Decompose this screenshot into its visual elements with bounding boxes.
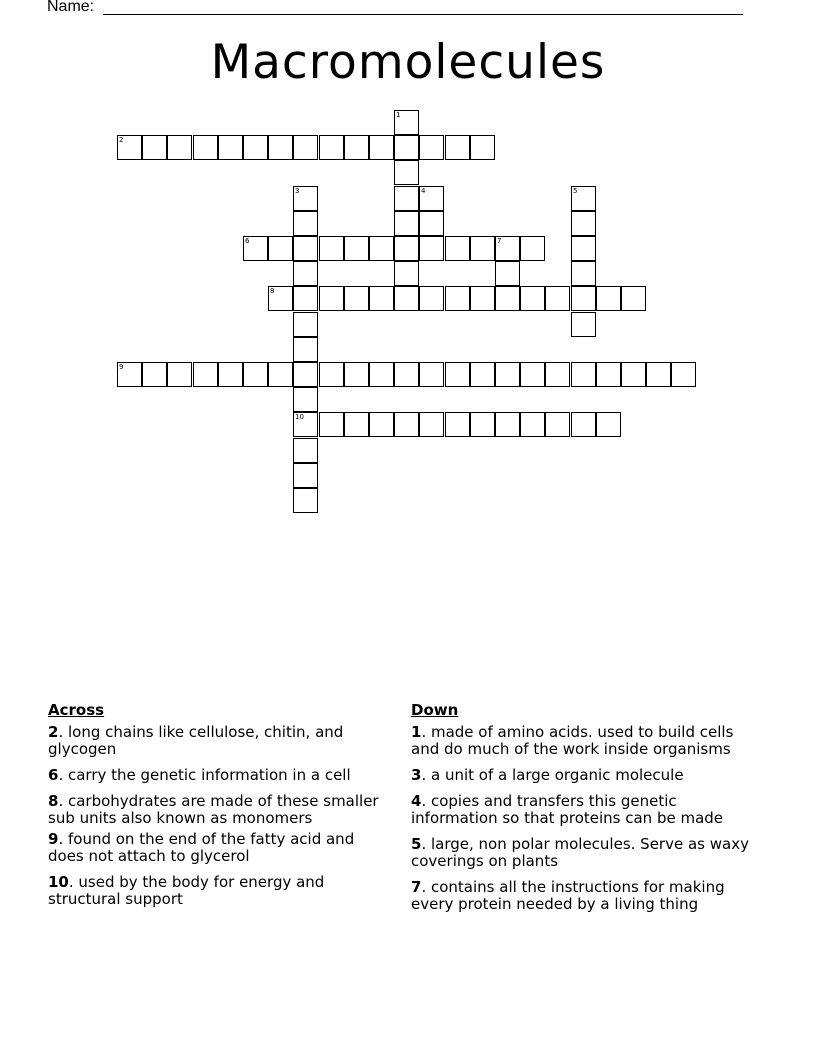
grid-cell[interactable] <box>596 286 621 311</box>
clue-number: 7 <box>411 878 422 896</box>
grid-cell[interactable] <box>545 286 570 311</box>
clue-dot: . <box>58 830 68 848</box>
grid-cell[interactable] <box>419 362 444 387</box>
clue-dot: . <box>421 835 431 853</box>
grid-cell[interactable] <box>445 236 470 261</box>
grid-cell[interactable] <box>369 362 394 387</box>
grid-cell[interactable] <box>394 211 419 236</box>
grid-cell[interactable] <box>293 438 318 463</box>
grid-cell[interactable] <box>394 362 419 387</box>
clue-dot: . <box>58 723 68 741</box>
grid-cell[interactable] <box>419 135 444 160</box>
grid-cell[interactable] <box>419 236 444 261</box>
cell-number: 8 <box>270 287 275 295</box>
grid-cell[interactable] <box>293 337 318 362</box>
grid-cell[interactable] <box>470 362 495 387</box>
grid-cell[interactable] <box>596 412 621 437</box>
grid-cell[interactable] <box>293 286 318 311</box>
grid-cell[interactable] <box>394 261 419 286</box>
grid-cell[interactable] <box>495 362 520 387</box>
clue-number: 4 <box>411 792 422 810</box>
grid-cell[interactable] <box>293 488 318 513</box>
name-label: Name: <box>47 0 95 15</box>
grid-cell[interactable] <box>445 362 470 387</box>
clue-dot: . <box>58 766 68 784</box>
clue-number: 8 <box>48 792 59 810</box>
clue-number: 2 <box>48 723 59 741</box>
clue-text: used by the body for energy and structural support <box>48 873 325 908</box>
clue-text: a unit of a large organic molecule <box>430 766 684 784</box>
down-heading: Down <box>411 701 459 719</box>
clue-down-5 <box>411 836 756 870</box>
grid-cell[interactable] <box>243 135 268 160</box>
grid-cell[interactable] <box>571 412 596 437</box>
grid-cell[interactable] <box>545 362 570 387</box>
grid-cell[interactable] <box>319 412 344 437</box>
grid-cell[interactable] <box>419 286 444 311</box>
grid-cell[interactable] <box>293 186 318 211</box>
grid-cell[interactable] <box>243 362 268 387</box>
grid-cell[interactable] <box>470 135 495 160</box>
clue-number: 10 <box>48 873 69 891</box>
grid-cell[interactable] <box>142 135 167 160</box>
grid-cell[interactable] <box>344 135 369 160</box>
grid-cell[interactable] <box>520 286 545 311</box>
cell-number: 3 <box>295 187 300 195</box>
grid-cell[interactable] <box>571 261 596 286</box>
grid-cell[interactable] <box>268 362 293 387</box>
across-clues <box>48 702 393 917</box>
grid-cell[interactable] <box>344 412 369 437</box>
clue-text: contains all the instructions for making every protein needed by a living thing <box>411 878 725 913</box>
grid-cell[interactable] <box>571 186 596 211</box>
grid-cell[interactable] <box>319 135 344 160</box>
clue-dot: . <box>421 723 431 741</box>
grid-cell[interactable] <box>344 286 369 311</box>
cell-number: 9 <box>119 363 124 371</box>
grid-cell[interactable] <box>293 261 318 286</box>
clue-down-1 <box>411 724 756 758</box>
grid-cell[interactable] <box>293 236 318 261</box>
clue-number: 1 <box>411 723 422 741</box>
down-clues <box>411 702 756 922</box>
grid-cell[interactable] <box>142 362 167 387</box>
grid-cell[interactable] <box>167 135 192 160</box>
grid-cell[interactable] <box>596 362 621 387</box>
clue-dot: . <box>68 873 79 891</box>
clue-down-3 <box>411 767 756 784</box>
grid-cell[interactable] <box>268 286 293 311</box>
grid-cell[interactable] <box>293 312 318 337</box>
clue-text: carbohydrates are made of these smaller sub units also known as monomers <box>48 792 379 827</box>
grid-cell[interactable] <box>495 286 520 311</box>
clue-text: copies and transfers this genetic information so that proteins can be made <box>411 792 724 827</box>
grid-cell[interactable] <box>268 135 293 160</box>
grid-cell[interactable] <box>319 362 344 387</box>
cell-number: 4 <box>421 187 426 195</box>
clue-across-8 <box>48 793 393 827</box>
grid-cell[interactable] <box>571 362 596 387</box>
grid-cell[interactable] <box>293 362 318 387</box>
grid-cell[interactable] <box>621 286 646 311</box>
clue-across-10 <box>48 874 393 908</box>
grid-cell[interactable] <box>394 186 419 211</box>
grid-cell[interactable] <box>470 286 495 311</box>
grid-cell[interactable] <box>621 362 646 387</box>
grid-cell[interactable] <box>293 135 318 160</box>
grid-cell[interactable] <box>394 236 419 261</box>
grid-cell[interactable] <box>293 211 318 236</box>
grid-cell[interactable] <box>571 236 596 261</box>
clue-number: 6 <box>48 766 59 784</box>
grid-cell[interactable] <box>394 110 419 135</box>
grid-cell[interactable] <box>571 286 596 311</box>
clue-down-7 <box>411 879 756 913</box>
clue-number: 9 <box>48 830 59 848</box>
grid-cell[interactable] <box>671 362 696 387</box>
grid-cell[interactable] <box>571 211 596 236</box>
grid-cell[interactable] <box>394 412 419 437</box>
clue-across-6 <box>48 767 393 784</box>
clue-across-9 <box>48 831 393 865</box>
cell-number: 5 <box>573 187 578 195</box>
grid-cell[interactable] <box>243 236 268 261</box>
clue-dot: . <box>58 792 68 810</box>
grid-cell[interactable] <box>117 135 142 160</box>
grid-cell[interactable] <box>394 286 419 311</box>
grid-cell[interactable] <box>293 412 318 437</box>
grid-cell[interactable] <box>520 236 545 261</box>
page-title: Macromolecules <box>210 35 606 90</box>
clue-dot: . <box>421 766 431 784</box>
clue-text: found on the end of the fatty acid and does not attach to glycerol <box>48 830 355 865</box>
grid-cell[interactable] <box>495 412 520 437</box>
clue-text: made of amino acids. used to build cells and do much of the work inside organisms <box>411 723 734 758</box>
clue-down-4 <box>411 793 756 827</box>
grid-cell[interactable] <box>117 362 142 387</box>
grid-cell[interactable] <box>369 286 394 311</box>
clue-across-2 <box>48 724 393 758</box>
clue-dot: . <box>421 792 431 810</box>
grid-cell[interactable] <box>445 135 470 160</box>
clue-text: large, non polar molecules. Serve as waxy coverings on plants <box>411 835 749 870</box>
grid-cell[interactable] <box>193 135 218 160</box>
grid-cell[interactable] <box>394 135 419 160</box>
grid-cell[interactable] <box>319 286 344 311</box>
grid-cell[interactable] <box>293 463 318 488</box>
grid-cell[interactable] <box>571 312 596 337</box>
clue-text: long chains like cellulose, chitin, and glycogen <box>48 723 344 758</box>
grid-cell[interactable] <box>495 261 520 286</box>
grid-cell[interactable] <box>470 412 495 437</box>
grid-cell[interactable] <box>268 236 293 261</box>
grid-cell[interactable] <box>193 362 218 387</box>
grid-cell[interactable] <box>419 186 444 211</box>
clue-text: carry the genetic information in a cell <box>67 766 351 784</box>
grid-cell[interactable] <box>369 135 394 160</box>
grid-cell[interactable] <box>218 135 243 160</box>
grid-cell[interactable] <box>344 362 369 387</box>
grid-cell[interactable] <box>369 412 394 437</box>
grid-cell[interactable] <box>344 236 369 261</box>
grid-cell[interactable] <box>293 387 318 412</box>
across-heading: Across <box>48 701 105 719</box>
grid-cell[interactable] <box>167 362 192 387</box>
cell-number: 10 <box>295 413 304 421</box>
cell-number: 7 <box>497 237 502 245</box>
grid-cell[interactable] <box>445 412 470 437</box>
grid-cell[interactable] <box>520 412 545 437</box>
grid-cell[interactable] <box>419 211 444 236</box>
grid-cell[interactable] <box>470 236 495 261</box>
clue-number: 3 <box>411 766 422 784</box>
clue-number: 5 <box>411 835 422 853</box>
cell-number: 1 <box>396 111 401 119</box>
grid-cell[interactable] <box>445 286 470 311</box>
clue-dot: . <box>421 878 431 896</box>
grid-cell[interactable] <box>394 160 419 185</box>
grid-cell[interactable] <box>218 362 243 387</box>
grid-cell[interactable] <box>646 362 671 387</box>
grid-cell[interactable] <box>495 236 520 261</box>
grid-cell[interactable] <box>419 412 444 437</box>
cell-number: 2 <box>119 136 124 144</box>
grid-cell[interactable] <box>369 236 394 261</box>
grid-cell[interactable] <box>319 236 344 261</box>
grid-cell[interactable] <box>545 412 570 437</box>
grid-cell[interactable] <box>520 362 545 387</box>
cell-number: 6 <box>245 237 250 245</box>
